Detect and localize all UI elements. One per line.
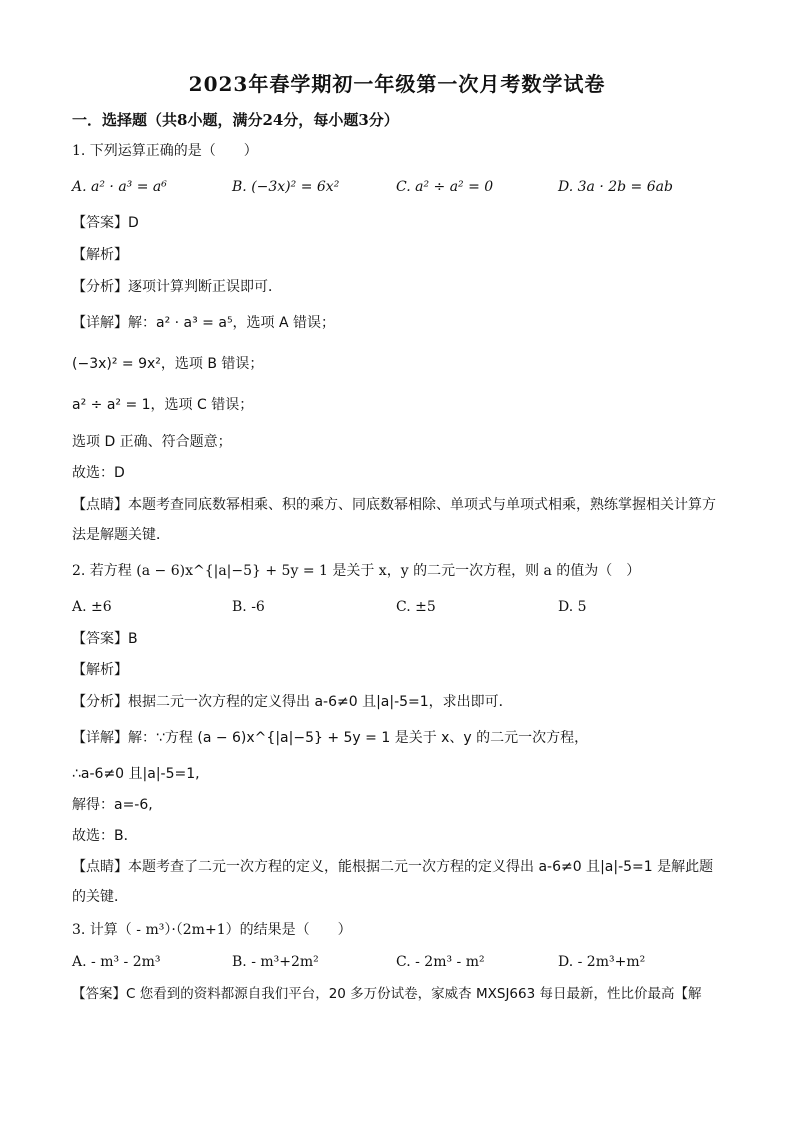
q2-detail-2: ∴a-6≠0 且|a|-5=1, — [72, 766, 200, 782]
q1-detail-2: (−3x)² = 9x²，选项 B 错误； — [72, 356, 264, 372]
q1-analysis-heading: 【解析】 — [72, 247, 128, 263]
q1-fenxi: 【分析】逐项计算判断正误即可． — [72, 279, 282, 295]
page-title: 2023年春学期初一年级第一次月考数学试卷 — [188, 72, 606, 96]
q2-detail-1: 【详解】解：∵方程 (a − 6)x^{|a|−5} + 5y = 1 是关于 x、y 的二元一次方程， — [72, 730, 589, 746]
section-heading: 一．选择题（共8小题，满分24分，每小题3分） — [72, 111, 399, 129]
q2-option-d: D. 5 — [558, 599, 587, 615]
q2-option-a: A. ±6 — [72, 599, 112, 615]
q2-analysis-heading: 【解析】 — [72, 662, 128, 678]
q1-stem: 1. 下列运算正确的是（ ） — [72, 143, 258, 159]
q1-option-b: B. (−3x)² = 6x² — [232, 179, 340, 195]
q3-option-d: D. - 2m³+m² — [558, 954, 646, 970]
q3-option-c: C. - 2m³ - m² — [396, 954, 485, 970]
q2-comment: 【点睛】本题考查了二元一次方程的定义，能根据二元一次方程的定义得出 a-6≠0 且|a|-5=1 是解此题的关键． — [72, 859, 714, 905]
q2-stem: 2. 若方程 (a − 6)x^{|a|−5} + 5y = 1 是关于 x，y 的二元一次方程，则 a 的值为（ ） — [72, 563, 641, 579]
q1-option-c: C. a² ÷ a² = 0 — [396, 179, 494, 195]
q2-detail-3: 解得：a=-6, — [72, 797, 153, 813]
q3-answer-line: 【答案】C 您看到的资料都源自我们平台，20 多万份试卷，家威杏 MXSJ663 每日最新，性比价最高【解 — [72, 986, 702, 1002]
q1-answer: 【答案】D — [72, 215, 139, 231]
q2-choice: 故选：B． — [72, 828, 138, 844]
q1-choice: 故选：D — [72, 465, 125, 481]
q3-option-b: B. - m³+2m² — [232, 954, 319, 970]
q3-stem: 3. 计算（ - m³）·（2m+1）的结果是（ ） — [72, 922, 352, 938]
q2-option-c: C. ±5 — [396, 599, 436, 615]
q2-fenxi: 【分析】根据二元一次方程的定义得出 a-6≠0 且|a|-5=1，求出即可． — [72, 694, 513, 710]
q1-option-a: A. a² · a³ = a⁶ — [72, 179, 167, 195]
q3-option-a: A. - m³ - 2m³ — [72, 954, 161, 970]
q2-answer: 【答案】B — [72, 631, 138, 647]
q1-option-d: D. 3a · 2b = 6ab — [558, 179, 673, 195]
q1-detail-3: a² ÷ a² = 1，选项 C 错误； — [72, 397, 254, 413]
q1-detail-4: 选项 D 正确、符合题意； — [72, 434, 232, 450]
q2-option-b: B. -6 — [232, 599, 265, 615]
q1-comment: 【点睛】本题考查同底数幂相乘、积的乘方、同底数幂相除、单项式与单项式相乘，熟练掌握相关计算方法是解题关键． — [72, 497, 716, 543]
q1-detail-1: 【详解】解：a² · a³ = a⁵，选项 A 错误； — [72, 315, 336, 331]
